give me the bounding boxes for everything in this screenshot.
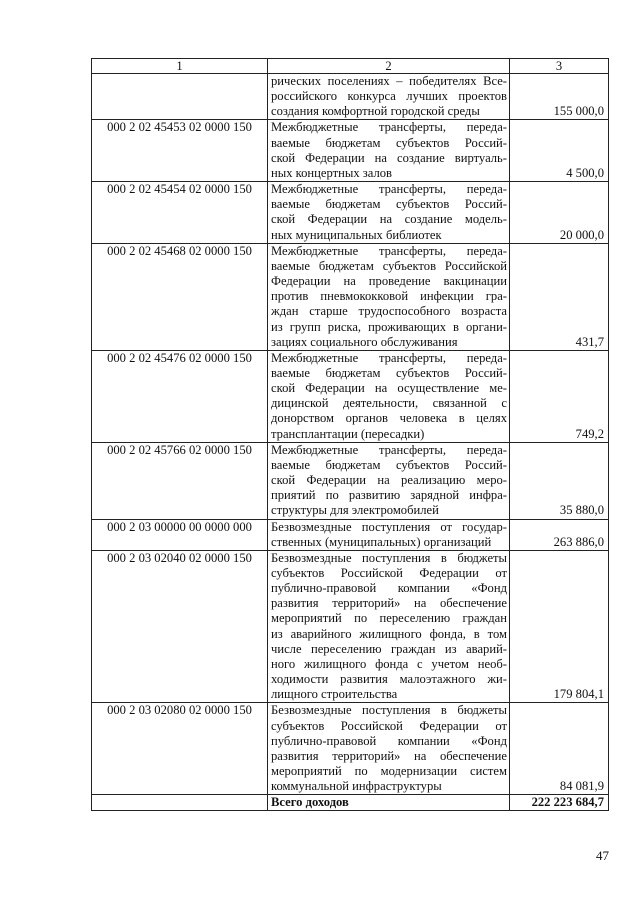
- row-description-cell: [268, 243, 510, 350]
- row-description-line: публично-правовой компании «Фонд: [271, 581, 507, 596]
- row-description-line: публично-правовой компании «Фонд: [271, 733, 507, 748]
- table-body: [92, 74, 609, 795]
- row-code: 000 2 02 45468 02 0000 150: [107, 243, 252, 258]
- table-row: [92, 442, 609, 519]
- row-amount: 431,7: [575, 334, 604, 349]
- table-row: [92, 182, 609, 244]
- total-code-cell: [92, 795, 268, 811]
- row-code-cell: [92, 350, 268, 442]
- row-code-cell: [92, 182, 268, 244]
- row-description-line: ваемые бюджетам субъектов Россий-: [271, 365, 507, 380]
- row-code: 000 2 02 45454 02 0000 150: [107, 182, 252, 197]
- column-header-amount: 3: [510, 59, 609, 74]
- row-description-cell: [268, 120, 510, 182]
- row-description-line: ваемые бюджетам субъектов Россий-: [271, 457, 507, 472]
- row-description-line: Межбюджетные трансферты, переда-: [271, 442, 507, 457]
- row-description-line: трансплантации (пересадки): [271, 426, 425, 441]
- row-code: [92, 74, 267, 89]
- table-row: [92, 550, 609, 703]
- row-code: 000 2 02 45476 02 0000 150: [107, 350, 252, 365]
- row-description-line: ваемые бюджетам субъектов Российской: [271, 258, 507, 273]
- row-amount-cell: [510, 550, 609, 703]
- column-header-description: 2: [268, 59, 510, 74]
- row-description-line: ственных (муниципальных) организаций: [271, 534, 492, 549]
- row-description-line: ской Федерации на создание модель-: [271, 212, 507, 227]
- row-description-line: ваемые бюджетам субъектов Россий-: [271, 197, 507, 212]
- row-amount: 179 804,1: [553, 687, 604, 702]
- row-code-cell: [92, 519, 268, 550]
- table-row: [92, 350, 609, 442]
- row-description-line: Федерации на проведение вакцинации: [271, 274, 507, 289]
- row-description-cell: [268, 74, 510, 120]
- row-amount: 4 500,0: [566, 165, 604, 180]
- row-code: 000 2 03 02080 02 0000 150: [107, 703, 252, 718]
- row-description-line: Межбюджетные трансферты, переда-: [271, 243, 507, 258]
- row-description-line: против пневмококковой инфекции гра-: [271, 289, 507, 304]
- row-description-cell: [268, 519, 510, 550]
- row-code: 000 2 03 02040 02 0000 150: [107, 550, 252, 565]
- table-row: [92, 519, 609, 550]
- row-description-cell: [268, 182, 510, 244]
- table-row: [92, 703, 609, 795]
- row-description-line: развития территорий» на обеспечение: [271, 748, 507, 763]
- row-description-line: мероприятий по переселению граждан: [271, 611, 507, 626]
- row-amount-cell: [510, 350, 609, 442]
- row-description-line: приятий по развитию зарядной инфра-: [271, 488, 507, 503]
- row-description-cell: [268, 703, 510, 795]
- table-row: [92, 74, 609, 120]
- row-code-cell: [92, 74, 268, 120]
- table-row: [92, 120, 609, 182]
- row-amount-cell: [510, 243, 609, 350]
- row-code-cell: [92, 243, 268, 350]
- row-description-line: рических поселениях – победителях Все-: [271, 74, 507, 88]
- row-description-line: донорством органов человека в целях: [271, 411, 507, 426]
- row-description-line: ской Федерации на осуществление ме-: [271, 381, 507, 396]
- row-amount-cell: [510, 442, 609, 519]
- row-amount-cell: [510, 120, 609, 182]
- row-description-line: российского конкурса лучших проектов: [271, 89, 507, 104]
- row-description-line: лищного строительства: [271, 687, 398, 702]
- row-description-line: ных концертных залов: [271, 165, 392, 180]
- row-code-cell: [92, 703, 268, 795]
- row-description-line: коммунальной инфраструктуры: [271, 779, 442, 794]
- row-amount-cell: [510, 182, 609, 244]
- row-amount: 749,2: [575, 426, 604, 441]
- row-description-line: ходимости развития малоэтажного жи-: [271, 672, 507, 687]
- row-amount: 84 081,9: [559, 779, 604, 794]
- revenue-table: [91, 58, 609, 811]
- row-description-line: Безвозмездные поступления в бюджеты: [271, 550, 507, 565]
- row-amount: 263 886,0: [553, 534, 604, 549]
- row-description-line: создания комфортной городской среды: [271, 104, 480, 119]
- row-description-line: субъектов Российской Федерации от: [271, 718, 507, 733]
- total-label: Всего доходов: [268, 795, 510, 811]
- row-description-line: структуры для электромобилей: [271, 503, 439, 518]
- row-description-cell: [268, 350, 510, 442]
- row-description-line: Безвозмездные поступления от государ-: [271, 519, 507, 534]
- row-description-line: числе переселению граждан из аварий-: [271, 641, 507, 656]
- row-code: 000 2 02 45766 02 0000 150: [107, 442, 252, 457]
- row-description-line: зациях социального обслуживания: [271, 334, 458, 349]
- total-row: [92, 795, 609, 811]
- table-header-row: [92, 59, 609, 74]
- row-code-cell: [92, 550, 268, 703]
- page-number: 47: [596, 848, 609, 863]
- row-description-line: Межбюджетные трансферты, переда-: [271, 350, 507, 365]
- row-description-line: ской Федерации на реализацию меро-: [271, 473, 507, 488]
- row-description-line: Межбюджетные трансферты, переда-: [271, 182, 507, 197]
- row-description-line: из аварийного жилищного фонда, в том: [271, 626, 507, 641]
- row-description-line: развития территорий» на обеспечение: [271, 596, 507, 611]
- row-description-line: ваемые бюджетам субъектов Россий-: [271, 135, 507, 150]
- total-amount: 222 223 684,7: [510, 795, 609, 811]
- row-amount-cell: [510, 74, 609, 120]
- row-description-line: дицинской деятельности, связанной с: [271, 396, 507, 411]
- row-code-cell: [92, 442, 268, 519]
- row-code: 000 2 02 45453 02 0000 150: [107, 120, 252, 135]
- row-code: 000 2 03 00000 00 0000 000: [107, 519, 252, 534]
- row-description-cell: [268, 550, 510, 703]
- row-description-cell: [268, 442, 510, 519]
- column-header-code: 1: [92, 59, 268, 74]
- row-description-line: субъектов Российской Федерации от: [271, 566, 507, 580]
- row-description-line: Межбюджетные трансферты, переда-: [271, 120, 507, 135]
- row-amount: 20 000,0: [559, 227, 604, 242]
- row-description-line: Безвозмездные поступления в бюджеты: [271, 703, 507, 718]
- row-description-line: мероприятий по модернизации систем: [271, 764, 507, 779]
- row-amount-cell: [510, 519, 609, 550]
- row-amount: 155 000,0: [553, 104, 604, 119]
- row-description-line: ждан старше трудоспособного возраста: [271, 304, 507, 319]
- table-row: [92, 243, 609, 350]
- row-amount: 35 880,0: [559, 503, 604, 518]
- row-code-cell: [92, 120, 268, 182]
- row-description-line: ного жилищного фонда с учетом необ-: [271, 656, 507, 671]
- row-description-line: ской Федерации на создание виртуаль-: [271, 150, 507, 165]
- row-description-line: ных муниципальных библиотек: [271, 227, 442, 242]
- row-amount-cell: [510, 703, 609, 795]
- row-description-line: из групп риска, проживающих в органи-: [271, 319, 507, 334]
